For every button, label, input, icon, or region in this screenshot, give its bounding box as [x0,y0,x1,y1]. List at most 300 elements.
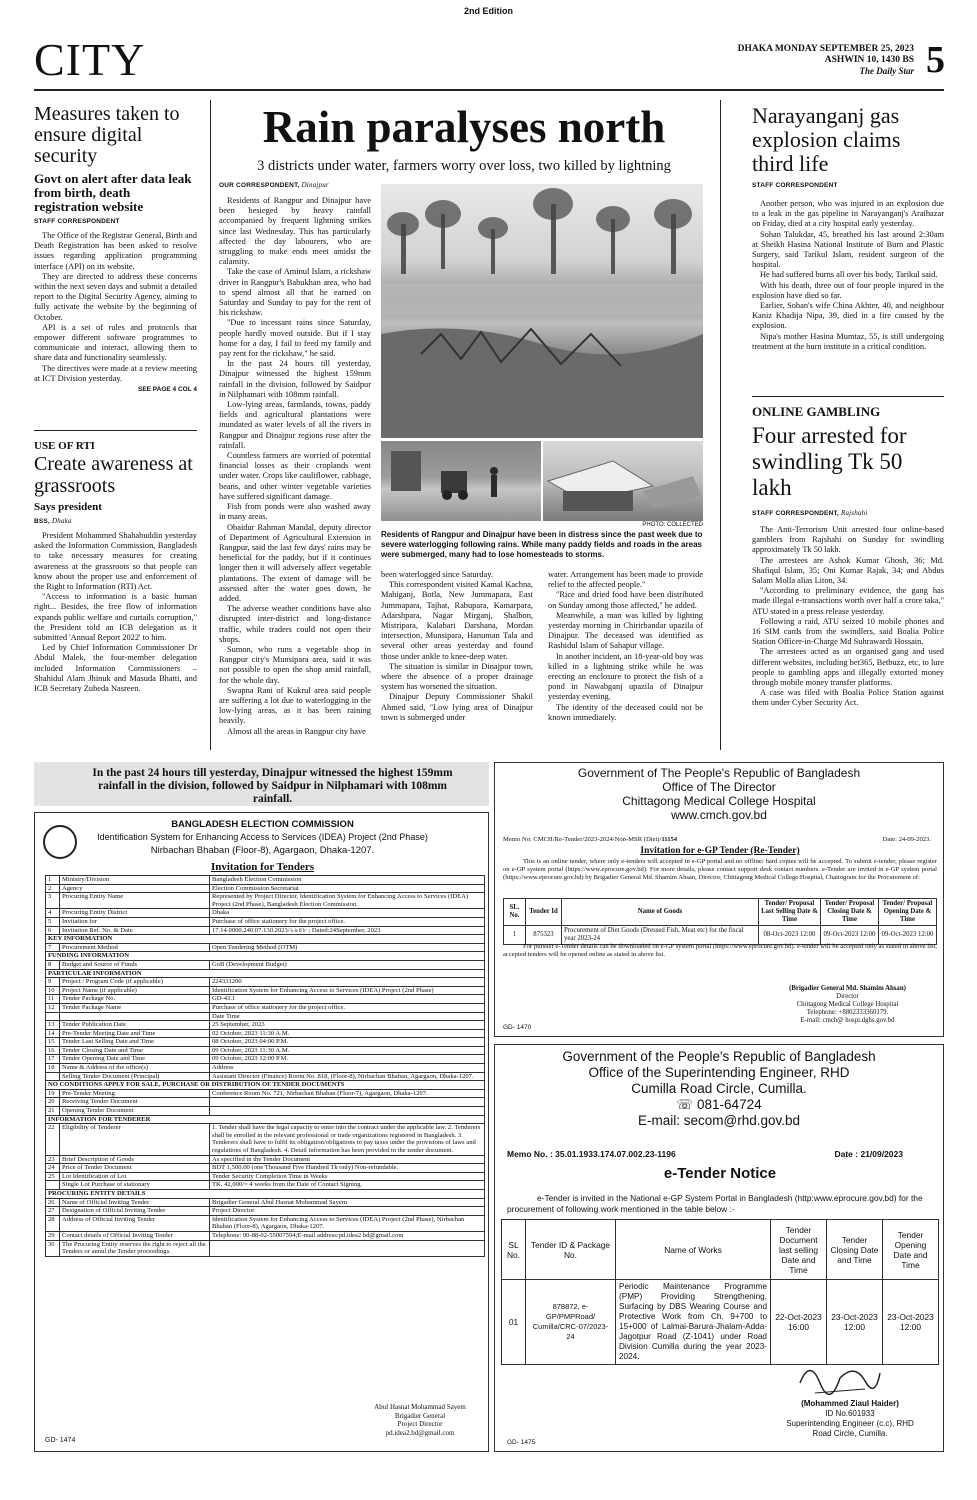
table-cell: Tender Last Selling Date and Time [60,1038,210,1047]
table-cell: Tender Security Completion Time in Weeks [210,1172,485,1181]
table-cell: 224331200 [210,978,485,987]
column-header: Tender Id [526,899,562,926]
table-cell: 16 [46,1046,60,1055]
table-cell: Project Name (if applicable) [60,986,210,995]
table-header-row [504,899,937,926]
cmch-header-line: Government of The People's Republic of Bangladesh [577,766,861,780]
masthead-date-block [738,44,914,77]
table-cell: 875323 [526,926,562,945]
table-cell: Contact details of Official Inviting Tender [60,1231,210,1240]
rti-story [34,440,197,694]
table-cell: 29 [46,1231,60,1240]
rhd-signer-id: ID No.601933 [825,1409,875,1418]
section-header: PARTICULAR INFORMATION [46,969,485,978]
table-cell: Tender Closing Date and Time [60,1046,210,1055]
table-cell: 09-Oct-2023 12:00 [821,926,879,945]
paragraph: Nipa's mother Hasina Mumtaz, 55, is still undergoing treatment at the burn institute in a critical condition. [752,331,944,351]
table-cell: 22-Oct-2023 16:00 [771,1280,827,1365]
table-cell: 4 [46,909,60,918]
paragraph: In the past 24 hours till yesterday, Dinajpur witnessed the highest 159mm rainfall in the division, followed by Saidpur in Nilphamari with 108mm rainfall. [219,359,371,399]
table-row [46,986,485,995]
gambling-headline: Four arrested for swindling Tk 50 lakh [752,423,907,500]
paragraph: The Anti-Terrorism Unit arrested four online-based gamblers from Rajshahi on Sunday for swindling approximately Tk 50 lakh. [752,525,944,555]
table-cell: Project Director [210,1207,485,1216]
paragraph: Dinajpur Deputy Commissioner Shakil Ahmed said, "Low lying area of Dinajpur town is submerged under [381,692,533,722]
table-row [46,1055,485,1064]
table-cell: Lot Identification of Lot [60,1172,210,1181]
photo-credit: PHOTO: COLLECTED [642,522,703,528]
table-row [46,995,485,1004]
gambling-byline [752,509,944,517]
table-cell: Telephone: 00-88-02-55007594;E-mail address:pd.idea2.bd@gmail.com [210,1231,485,1240]
digital-security-subhead: Govt on alert after data leak from birth, death registration website [34,171,192,214]
table-cell: TK. 42,000/= 4 weeks from the Date of Contact Signing. [210,1181,485,1190]
table-cell: Name & Address of the office(s) [60,1064,210,1073]
rhd-signature [765,1399,935,1439]
cmch-signer-title: Director [836,993,859,1000]
house-drawing [543,441,703,521]
ec-signature [355,1401,485,1437]
masthead-date: DHAKA MONDAY SEPTEMBER 25, 2023 [737,44,914,54]
gambling-byline-author: STAFF CORRESPONDENT, [752,510,839,517]
rhd-signer-title: Superintending Engineer (c.c), RHD [786,1419,914,1428]
section-header: NO CONDITIONS APPLY FOR SALE, PURCHASE OR DISTRIBUTION OF TENDER DOCUMENTS [46,1081,485,1090]
table-cell: Election Commission Secretariat [210,884,485,893]
paragraph: In another incident, an 18-year-old boy was killed in a lightning strike while he was erecting an enclosure to protect the fish of a pond in Nawabganj upazila of Dinajpur yesterday evening. [548,651,703,702]
gas-explosion-headline: Narayanganj gas explosion claims third life [752,103,901,176]
cmch-gd: GD- 1470 [503,1024,532,1031]
paragraph: Take the case of Aminul Islam, a rickshaw driver in Rangpur's Babukhan area, who had to spend almost all that he earned on Saturday and Sunday to pay for the rent of his rickshaw. [219,267,371,318]
table-cell: 24 [46,1164,60,1173]
rhd-title: e-Tender Notice [663,1165,777,1182]
table-cell: 23-Oct-2023 12:00 [883,1280,939,1365]
main-byline-author: OUR CORRESPONDENT, [219,182,300,189]
table-cell: 09 October, 2023 11:30 A.M. [210,1046,485,1055]
table-cell: Pre-Tender Meeting Date and Time [60,1029,210,1038]
table-cell: Address [210,1064,485,1073]
column-header: Tender Closing Date and Time [827,1220,883,1280]
gas-explosion-byline: STAFF CORRESPONDENT [752,182,838,189]
rhd-date: Date : 21/09/2023 [834,1149,903,1159]
table-row [46,1072,485,1081]
table-cell: GD-43.1 [210,995,485,1004]
rhd-phone-number: 081-64724 [697,1097,762,1112]
table-cell: 9 [46,978,60,987]
table-row [46,1064,485,1073]
cmch-signer-email[interactable]: E-mail: cmch@ hospi.dghs.gov.bd [800,1017,895,1024]
paragraph: The directives were made at a review meeting at ICT Division yesterday. [34,363,197,383]
table-cell: Open Tendering Method (OTM) [210,943,485,952]
table-row [46,969,485,978]
table-cell [210,1240,485,1256]
cmch-header-line: Office of The Director [662,780,776,794]
table-cell: Eligibility of Tenderer [60,1124,210,1155]
table-cell: 7 [46,943,60,952]
table-row [46,1012,485,1021]
table-cell: 30 [46,1240,60,1256]
table-cell: 6 [46,926,60,935]
table-row [46,1021,485,1030]
cmch-memo [503,836,677,843]
table-cell: 13 [46,1021,60,1030]
column-header: Tender ID & Package No. [526,1220,616,1280]
table-cell: 02 October, 2023 11:30 A.M. [210,1029,485,1038]
table-row [46,1172,485,1181]
rti-dateline: Dhaka [52,517,72,525]
table-cell: 17.14.0000.240.07.130.2023/২৯৪৮ ; Dated:24September, 2023 [210,926,485,935]
table-cell: 23 [46,1155,60,1164]
table-row [46,1181,485,1190]
table-cell: 23-Oct-2023 12:00 [827,1280,883,1365]
cmch-title: Invitation for e-GP Tender (Re-Tender) [640,846,800,856]
cmch-signer-phone: Telephone: +8802333360179. [806,1009,889,1016]
table-row [46,1115,485,1124]
paragraph: Low-lying areas, farmlands, towns, paddy fields and agricultural plantations were inundated as water levels of all the rivers in Rangpur and Dinajpur regions rose after the rainfall. [219,400,371,450]
table-row [46,1240,485,1256]
paragraph: Residents of Rangpur and Dinajpur have been besieged by heavy rainfall accompanied by frequent lightning strikes since last Wednesday. This has particularly affected the day labourers, who are struggling to make ends meet amidst the calamity. [219,196,371,267]
left-divider [34,430,197,431]
table-row [46,978,485,987]
table-row [46,1098,485,1107]
table-row [46,909,485,918]
rhd-tender-ad [494,1044,944,1452]
column-header: Name of Works [616,1220,771,1280]
left-column [34,104,197,393]
cmch-body: This is an online tender, where only e-tenders will accepted in e-GP portal and no offline/ hard copies will be accepted. To submit e-tender, please register on e-GP system portal (https://www.eprocure.gov.bd). For more details, please contact support desk contact numbers. e-Tender are invited in e-GP system portal (https://www.eprocure.gov.bd) by Brigadier General Md. Shamim Ahsan, Director, Chittagong Medical College Hospital, Chattogram for the Procurement of: [503,858,937,881]
paragraph: API is a set of rules and protocols that empower different software programmes to communicate and interact, allowing them to share data and functionality seamlessly. [34,322,197,363]
table-row [46,917,485,926]
table-cell: Project / Program Code (if applicable) [60,978,210,987]
table-row [46,1215,485,1231]
masthead-paper-logo: The Daily Star [859,66,914,76]
table-row [46,1081,485,1090]
rhd-body: e-Tender is invited in the National e-GP System Portal in Bangladesh (http:www.eprocure.gov.bd) for the procurement of following work mentioned in the table below :- [507,1193,923,1214]
table-cell: 21 [46,1107,60,1116]
table-cell: 25 September, 2023 [210,1021,485,1030]
paragraph: Sohan Talukdar, 45, breathed his last around 2:30am at Sheikh Hasina National Institute of Burn and Plastic Surgery, said Tarikul Islam, resident surgeon of the hospital. [752,229,944,270]
table-cell: 8 [46,960,60,969]
table-header-row [502,1220,939,1280]
table-cell: 17 [46,1055,60,1064]
cmch-date: Date: 24-09-2023. [882,836,931,843]
table-cell: Dhaka [210,909,485,918]
table-cell: Date Time [210,1012,485,1021]
paragraph: Sumon, who runs a vegetable shop in Rangpur city's Munsipara area, said it was not possible to open the shop amid rainfall, for the whole day. [219,644,371,685]
cmch-header [495,763,943,822]
masthead-bangla-date: ASHWIN 10, 1430 BS [824,55,914,65]
table-cell [46,1012,60,1021]
gas-explosion-body [752,199,944,352]
cmch-footer: For pursuer e-Tender details can be downloaded on e-GP system portal (https://www.eprocure.gov.bd). e-tender will be accepted only as stated in above list, accepted tenders will be opened online as stated in above list. [503,943,937,958]
table-cell: Address of Official Inviting Tender [60,1215,210,1231]
table-cell: 18 [46,1064,60,1073]
table-cell: Identification System for Enhancing Access to Services (IDEA) Project (2nd Phase), Nirbachan Bhaban (Floor-8), Agargaon, Dhaka-1207. [210,1215,485,1231]
table-cell: Tender Package Name [60,1003,210,1012]
column-header: Tender Opening Date and Time [883,1220,939,1280]
table-cell: GoB (Development Budget) [210,960,485,969]
table-cell: 12 [46,1003,60,1012]
paragraph: Earlier, Sohan's wife China Akhter, 40, and neighbour Kaniz Khadija Nipa, 39, died in a fire caused by the explosion. [752,301,944,331]
table-cell: Tender Package No. [60,995,210,1004]
table-cell: 22 [46,1124,60,1155]
paragraph: The adverse weather conditions have also disrupted inter-district and long-distance traffic, while traders could not open their shops. [219,604,371,644]
main-left-divider [210,100,211,750]
paragraph: "According to preliminary evidence, the gang has made illegal e-transactions worth over half a crore taka," ATU stated in a press release yesterday. [752,586,944,616]
cmch-tender-ad [494,762,944,1037]
cmch-header-line: Chittagong Medical College Hospital [622,794,816,808]
main-col-1 [219,196,371,758]
section-header: KEY INFORMATION [46,935,485,944]
right-column [752,104,944,352]
paragraph: Countless farmers are worried of potential financial losses as their croplands went under water. Crops like cauliflower, cabbage, beans, and other winter vegetable varieties have suffered significant damage. [219,451,371,501]
table-cell: Tender Opening Date and Time [60,1055,210,1064]
table-cell: Brigadier General Abul Hasnat Mohammad Sayem [210,1198,485,1207]
ec-tender-ad [34,812,489,1452]
table-row [46,1029,485,1038]
rti-body [34,531,197,694]
section-title: CITY [34,34,146,85]
column-header: Name of Goods [562,899,759,926]
table-cell: The Procuring Entity reserves the right to reject all the Tenders or annul the Tender proceedings. [60,1240,210,1256]
paragraph: Following a raid, ATU seized 10 mobile phones and 16 SIM cards from the swindlers, said Boalia Police Station Officer-in-Charge Md Suhrawardi Hossain. [752,616,944,647]
ec-tender-table [45,875,485,1257]
table-cell: 5 [46,917,60,926]
rhd-header-line: Cumilla Road Circle, Cumilla. [631,1081,807,1096]
table-row [46,935,485,944]
table-row [46,1231,485,1240]
right-divider [752,396,944,397]
street-drawing [381,441,541,521]
table-row [46,1198,485,1207]
cmch-signer-name: (Brigadier General Md. Shamim Ahsan) [789,985,906,992]
rhd-phone [495,1097,943,1113]
table-row [46,1038,485,1047]
paragraph: been waterlogged since Saturday. [381,570,494,579]
main-dateline: Dinajpur [301,181,329,189]
table-cell: Identification System for Enhancing Access to Services (IDEA) Project (2nd Phase) [210,986,485,995]
digital-security-body [34,231,197,384]
digital-security-byline: STAFF CORRESPONDENT [34,218,120,225]
cmch-memo-number: 11154 [661,836,678,843]
table-cell: Procurement Method [60,943,210,952]
paragraph: "Due to incessant rains since Saturday, people hardly moved outside. But if I stay home for a day, I fail to feed my family and pay rent for the rickshaw," he said. [219,318,371,359]
paragraph: Obaidur Rahman Mandal, deputy director of Department of Agricultural Extension in Rangpur, said the last few days' rains may be beneficial for the paddy, but if it continues longer then it will adversely affect vegetable plantations. The extent of damage will be assessed after the water goes down, he added. [219,522,371,603]
paragraph: The identity of the deceased could not be known immediately. [548,702,703,722]
table-cell: 2 [46,884,60,893]
paragraph: Another person, who was injured in an explosion due to a leak in the gas pipeline in Narayanganj's Araihazar on Friday, died at a city hospital early yesterday. [752,199,944,229]
table-row [46,952,485,961]
main-col-3 [548,570,703,723]
jump-line[interactable]: SEE PAGE 4 COL 4 [137,386,197,394]
table-cell: Name of Official Inviting Tender [60,1198,210,1207]
gambling-story [752,404,944,709]
table-row [46,1189,485,1198]
table-cell: Selling Tender Document (Principal) [60,1072,210,1081]
table-cell: Pre-Tender Meeting [60,1089,210,1098]
table-cell: Procurement of Diet Goods (Dressed Fish, Meat etc) for the fiscal year 2023-24 [562,926,759,945]
table-cell: 11 [46,995,60,1004]
main-col-2 [381,570,533,723]
flooded-field-photo [381,184,703,438]
ec-gd: GD- 1474 [45,1437,76,1444]
paragraph: This correspondent visited Kamal Kachna, Mahiganj, Botla, New Jummapara, East Jummapara, Tajhat, Rabupara, Kamarpara, Adarshpara, Nagar Mirganj, Shalbon, Mistripara, Kalabari Darshana, Mordan intersection, Munsipara, Hanuman Tala and several other areas yesterday and found those under ankle to knee-deep water. [381,580,533,661]
paragraph: The arrestees acted as an organised gang and used different websites, including bet365, Betbuzz, etc, to lure people to gambling apps and illegally extorted money through mobile money transfer platforms. [752,647,944,688]
table-cell: Agency [60,884,210,893]
table-cell: 3 [46,893,60,909]
ec-signer-name: Abul Hasnat Mohammad Sayem [374,1403,466,1411]
main-right-divider [720,100,721,750]
table-row [46,943,485,952]
table-cell: 09-Oct-2023 12:00 [879,926,937,945]
ec-title: BANGLADESH ELECTION COMMISSION [171,819,354,830]
table-cell: 10 [46,986,60,995]
table-cell: 20 [46,1098,60,1107]
rhd-header [495,1045,943,1129]
rhd-header-line: Office of the Superintending Engineer, RHD [588,1065,850,1080]
cmch-memo-prefix: Memo No: CMCH/Re-Tender/2023-2024/Non-MSR (Diet)/ [503,836,662,843]
paragraph: Swapna Rani of Kukrul area said people are suffering a lot due to waterlogging in the low-lying areas, as it has been raining heavily. [219,685,371,726]
ec-address: Nirbachan Bhaban (Floor-8), Agargaon, Dhaka-1207. [150,845,375,856]
table-row [502,1280,939,1365]
table-cell: Conference Room No. 721, Nirbachan Bhaban (Floor-7), Agargaon, Dhaka-1207. [210,1089,485,1098]
rhd-signature-scribble [795,1353,885,1403]
table-row [46,926,485,935]
table-row [46,1124,485,1155]
gambling-body [752,525,944,709]
rhd-table [501,1219,939,1365]
table-cell: 19 [46,1089,60,1098]
table-cell: Bangladesh Election Commission [210,876,485,885]
table-cell: Assistant Director (Finance) Room No. 818, (Floor-8), Nirbachan Bhaban, Agargaon, Dhaka-1207. [210,1072,485,1081]
table-row [46,1046,485,1055]
table-row [504,926,937,945]
table-row [46,1107,485,1116]
table-cell: 08-Oct-2023 12:00 [759,926,821,945]
table-cell: Receiving Tender Document [60,1098,210,1107]
table-cell: BDT 1,500.00 (one Thousand Five Hundred Tk only) Non-refundable. [210,1164,485,1173]
cmch-signer-office: Chittagong Medical College Hospital [796,1001,899,1008]
rhd-email[interactable]: E-mail: secom@rhd.gov.bd [637,1113,800,1128]
paragraph: Led by Chief Information Commissioner Dr Abdul Malek, the four-member delegation included Information Commissioners – Shahidul Alam Jhinuk and Masuda Bhatti, and ICB Secretary Zubeda Nasreen. [34,643,197,694]
table-row [46,1003,485,1012]
table-cell [210,1098,485,1107]
table-row [46,1089,485,1098]
table-cell: Designation of Official Inviting Tender [60,1207,210,1216]
table-cell: Single Lot Purchase of stationary [60,1181,210,1190]
table-cell: Periodic Maintenance Programme (PMP) Providing Strengthening, Surfacing by DBS Wearing Course and Protective Work from Ch. 9+700 to 15+000 of Lalmai-Barura-Jhalam-Adda-Jagotpur Road (Z-1041) under Road Division Cumilla during the year 2023-2024. [616,1280,771,1365]
table-cell: 15 [46,1038,60,1047]
rti-byline [34,517,197,525]
page-number: 5 [926,39,945,81]
table-cell: Represented by Project Director, Identification System for Enhancing Access to Services (IDEA) Project (2nd Phase), Bangladesh Election Commission. [210,893,485,909]
ec-heading: Invitation for Tenders [210,861,315,873]
digital-security-headline: Measures taken to ensure digital security [34,103,180,167]
pullquote-text: In the past 24 hours till yesterday, Dinajpur witnessed the highest 159mm rainfall in the division, followed by Saidpur in Nilphamari with 108mm rainfall. [92,767,453,805]
rti-kicker: USE OF RTI [34,440,95,452]
section-header: PROCURING ENTITY DETAILS [46,1189,485,1198]
table-cell: As specified in the Tender Document [210,1155,485,1164]
main-headline: Rain paralyses north [262,102,666,152]
column-header: SL. No. [504,899,526,926]
table-cell: Budget and Source of Funds [60,960,210,969]
flooded-field-drawing [381,184,703,438]
paragraph: The Office of the Registrar General, Birth and Death Registration has been asked to resolve issues regarding application programming interface (API) on its website. [34,231,197,271]
pullquote-box [34,762,489,806]
table-row [46,884,485,893]
paragraph: The arrestees are Ashok Kumar Ghosh, 36; Md. Shafiqul Islam, 35; Oni Kumar Rajak, 34; and Abdus Salam Molla alias Liton, 34. [752,555,944,586]
rti-subhead: Says president [34,501,102,513]
table-cell: Invitation for [60,917,210,926]
paragraph: A case was filed with Boalia Police Station against them under Cyber Security Act. [752,688,944,708]
rhd-signer-name: (Mohammed Ziaul Haider) [801,1399,899,1408]
paragraph: Almost all the areas in Rangpur city have [227,726,366,736]
main-byline [219,181,329,189]
table-cell: Ministry/Division [60,876,210,885]
table-cell: Procuring Entity Name [60,893,210,909]
cmch-signature [760,985,935,1025]
table-row [46,1155,485,1164]
table-cell: 09 October, 2023 12:00 P.M. [210,1055,485,1064]
column-header: Tender/ Proposal Opening Date & Time [879,899,937,926]
table-cell [46,1181,60,1190]
table-cell: 25 [46,1172,60,1181]
damaged-house-photo [543,441,703,521]
section-header: FUNDING INFORMATION [46,952,485,961]
table-cell: 26 [46,1198,60,1207]
ec-signer-title: Project Director [397,1420,443,1428]
column-header: Tender/ Proposal Last Selling Date & Time [759,899,821,926]
rhd-signer-office: Road Circle, Cumilla. [812,1429,888,1438]
table-cell: Brief Description of Goods [60,1155,210,1164]
paragraph: President Mohammed Shahabuddin yesterday asked the Information Commission, Bangladesh to take necessary measures for creating awareness at the grassroots so that people can know about the proper use and enforcement of the Right to Information (RTI) Act. [34,531,197,592]
table-cell: Purchase of office stationery for the project office. [210,1003,485,1012]
paragraph: They are directed to address these concerns within the next seven days and submit a detailed report to the Digital Security Agency, aiming to fully activate the website by the beginning of October. [34,271,197,322]
table-cell: 1. Tender shall have the legal capacity to enter into the contract under the applicable law. 2. Tenderers shall be enrolled in the relevant professional or trade organizations registered in Bangladesh. 3. Tenderers shall have to fulfil its obligation/obligations to pay taxes under the provisions of laws and regulations of Bangladesh. 4. Detail information has been provided in the tender document. [210,1124,485,1155]
table-cell: Price of Tender Document [60,1164,210,1173]
paragraph: The situation is similar in Dinajpur town, where the absence of a proper drainage system has worsened the situation. [381,661,533,692]
main-subhead: 3 districts under water, farmers worry over loss, two killed by lightning [257,158,671,174]
table-cell: Purchase of office stationery for the project office. [210,917,485,926]
table-cell: Tender Publication Date [60,1021,210,1030]
table-cell: 14 [46,1029,60,1038]
cmch-table [503,898,937,945]
phone-icon: ☏ [676,1097,698,1112]
table-cell: Opening Tender Document [60,1107,210,1116]
table-cell: 08 October, 2023 04:00 P.M. [210,1038,485,1047]
rti-headline: Create awareness at grassroots [34,453,193,497]
rhd-memo: Memo No. : 35.01.1933.174.07.002.23-1196 [507,1149,676,1159]
table-cell: Invitation Ref. No. & Date [60,926,210,935]
table-row [46,1207,485,1216]
section-header: INFORMATION FOR TENDERER [46,1115,485,1124]
ec-signer-rank: Brigadier General [394,1411,446,1420]
edition-label: 2nd Edition [464,6,513,16]
rhd-header-line: Government of the People's Republic of Bangladesh [562,1049,876,1064]
column-header: SL No. [502,1220,526,1280]
table-cell: 01 [502,1280,526,1365]
paragraph: He had suffered burns all over his body, Tarikul said. [760,270,938,280]
ec-signer-email[interactable]: pd.idea2.bd@gmail.com [385,1428,455,1437]
cmch-website[interactable]: www.cmch.gov.bd [671,808,767,822]
column-header: Tender/ Proposal Closing Date & Time [821,899,879,926]
table-row [46,893,485,909]
rhd-gd: GD- 1475 [507,1439,536,1446]
gambling-dateline: Rajshahi [840,509,868,517]
paragraph: With his death, three out of four people injured in the explosion have died so far. [752,280,944,300]
masthead-rule [34,89,944,91]
column-header: Tender Document last selling Date and Time [771,1220,827,1280]
table-cell: 1 [504,926,526,945]
